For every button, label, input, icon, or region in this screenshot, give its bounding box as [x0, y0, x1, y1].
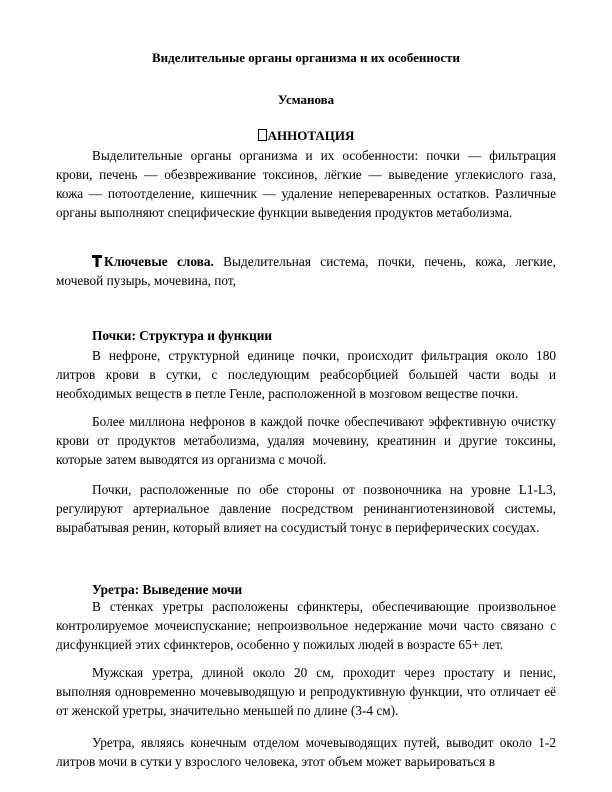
abstract-paragraph: Выделительные органы организма и их особенности: почки — фильтрация крови, печень — обезвреживание токсинов, лёгкие — выведение углекислого газа, кожа — потоотделение, кишечник — удаление непереваренных остатков. Различные органы выполняют специфические функции выведения продуктов метаболизма. — [56, 148, 556, 220]
document-author: Усманова — [277, 92, 335, 107]
pin-icon — [92, 255, 102, 267]
section-paragraph: В нефроне, структурной единице почки, происходит фильтрация около 180 литров крови в сутки, с последующим реабсорбцией большей части воды и необходимых веществ в петле Генле, расположенной в мозговом веществе почки. — [56, 348, 556, 401]
keywords-text: Выделительная система, почки, печень, кожа, легкие, мочевой пузырь, мочевина, пот, — [56, 254, 556, 288]
section-heading-urethra: Уретра: Выведение мочи — [92, 582, 243, 597]
abstract-heading-label: АННОТАЦИЯ — [267, 128, 355, 143]
section-heading-kidneys: Почки: Структура и функции — [92, 328, 273, 343]
section-paragraph: В стенках уретры расположены сфинктеры, обеспечивающие произвольное контролируемое мочеиспускание; непроизвольное недержание мочи часто связано с дисфункцией этих сфинктеров, особенно у пожилых людей в возрасте 65+ лет. — [56, 599, 556, 652]
section-paragraph: Уретра, являясь конечным отделом мочевыводящих путей, выводит около 1-2 литров мочи в сутки у взрослого человека, этот объем может варьироваться в — [56, 735, 556, 769]
abstract-heading — [0, 128, 612, 144]
section-paragraph: Более миллиона нефронов в каждой почке обеспечивают эффективную очистку крови от продуктов метаболизма, удаляя мочевину, креатинин и другие токсины, которые затем выводятся из организма с мочой. — [56, 414, 556, 467]
section-paragraph: Почки, расположенные по обе стороны от позвоночника на уровне L1-L3, регулируют артериальное давление посредством ренинангиотензиновой системы, вырабатывая ренин, который влияет на сосудистый тонус в периферических сосудах. — [56, 482, 556, 535]
section-paragraph: Мужская уретра, длиной около 20 см, проходит через простату и пенис, выполняя одновременно мочевыводящую и репродуктивную функции, что отличает её от женской уретры, значительно меньшей по длине (3-4 см). — [56, 665, 556, 718]
missing-glyph-icon — [258, 129, 267, 141]
keywords-paragraph — [56, 252, 556, 290]
document-title: Виделительные органы организма и их особенности — [152, 50, 460, 65]
keywords-label: Ключевые слова. — [104, 254, 214, 269]
